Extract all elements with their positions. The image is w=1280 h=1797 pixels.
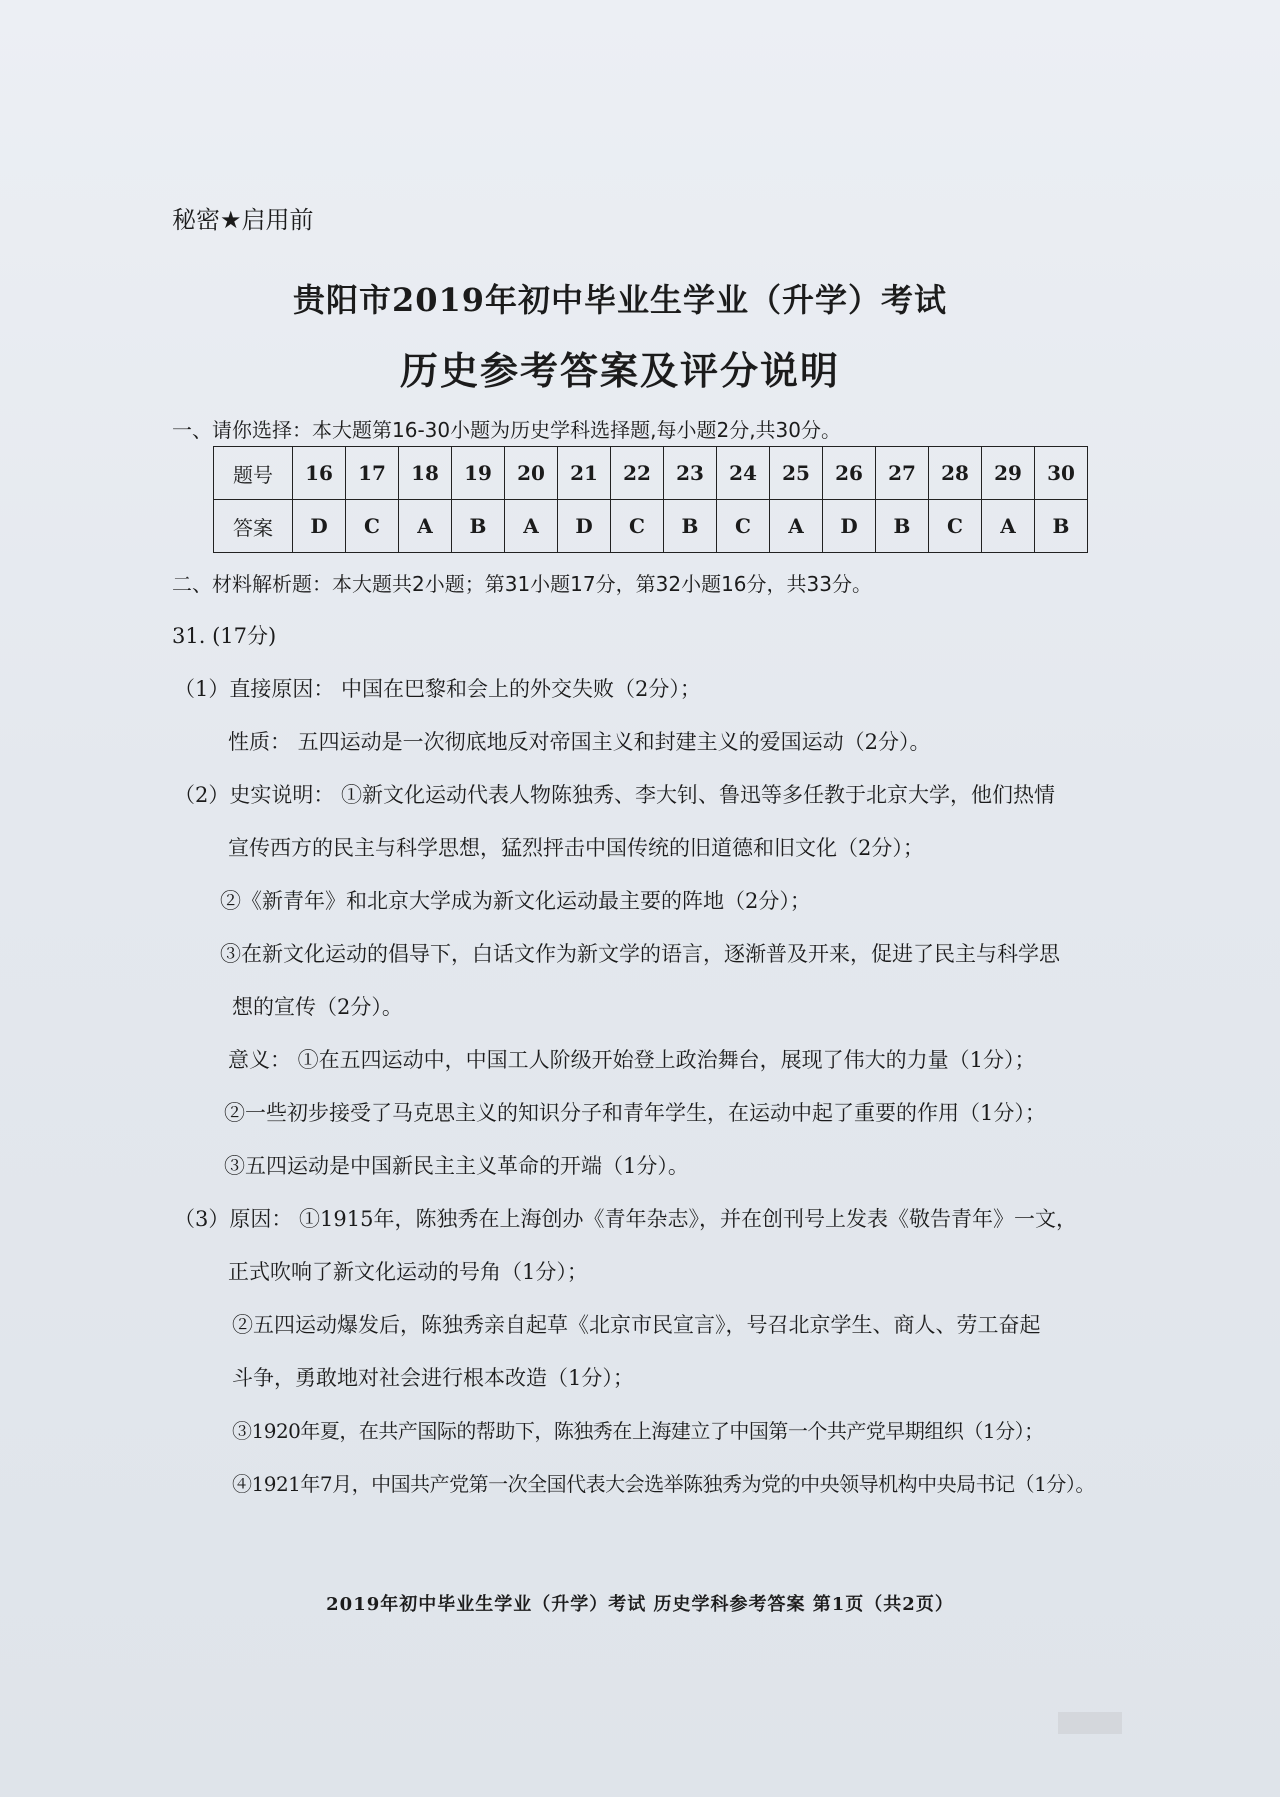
question-number: 20 bbox=[505, 447, 558, 500]
question-number: 23 bbox=[664, 447, 717, 500]
answer-cell: D bbox=[558, 500, 611, 553]
question-number: 24 bbox=[717, 447, 770, 500]
answer-line: ③五四运动是中国新民主主义革命的开端（1分）。 bbox=[224, 1154, 689, 1178]
answer-line: （3）原因： ①1915年，陈独秀在上海创办《青年杂志》，并在创刊号上发表《敬告青年》一文， bbox=[174, 1207, 1077, 1231]
answer-line: （2）史实说明： ①新文化运动代表人物陈独秀、李大钊、鲁迅等多任教于北京大学，他们热情 bbox=[174, 783, 1056, 807]
answer-line: 正式吹响了新文化运动的号角（1分）； bbox=[228, 1260, 588, 1284]
section1-heading: 一、请你选择：本大题第16-30小题为历史学科选择题,每小题2分,共30分。 bbox=[172, 418, 842, 442]
answer-cell: A bbox=[982, 500, 1035, 553]
watermark-block bbox=[1058, 1712, 1122, 1734]
question-number: 27 bbox=[876, 447, 929, 500]
answer-line: 想的宣传（2分）。 bbox=[232, 995, 403, 1019]
question-number: 22 bbox=[611, 447, 664, 500]
answer-line: ②一些初步接受了马克思主义的知识分子和青年学生，在运动中起了重要的作用（1分）； bbox=[224, 1101, 1046, 1125]
answer-cell: B bbox=[876, 500, 929, 553]
question-row-label: 题号 bbox=[214, 447, 293, 500]
answer-table bbox=[213, 446, 1088, 553]
answer-line: 性质： 五四运动是一次彻底地反对帝国主义和封建主义的爱国运动（2分）。 bbox=[228, 730, 931, 754]
question-number: 16 bbox=[293, 447, 346, 500]
answer-row bbox=[214, 500, 1088, 553]
question-number: 29 bbox=[982, 447, 1035, 500]
question-number: 18 bbox=[399, 447, 452, 500]
answer-cell: B bbox=[1035, 500, 1088, 553]
page-footer: 2019年初中毕业生学业（升学）考试 历史学科参考答案 第1页（共2页） bbox=[326, 1594, 954, 1615]
answer-line: ②五四运动爆发后，陈独秀亲自起草《北京市民宣言》，号召北京学生、商人、劳工奋起 bbox=[232, 1313, 1041, 1337]
answer-cell: B bbox=[664, 500, 717, 553]
answer-cell: D bbox=[823, 500, 876, 553]
question-number: 17 bbox=[346, 447, 399, 500]
question-number: 25 bbox=[770, 447, 823, 500]
answer-cell: B bbox=[452, 500, 505, 553]
answer-cell: C bbox=[717, 500, 770, 553]
answer-line: ②《新青年》和北京大学成为新文化运动最主要的阵地（2分）； bbox=[220, 889, 811, 913]
question-31-title: 31. (17分) bbox=[172, 624, 277, 648]
answer-line: 宣传西方的民主与科学思想，猛烈抨击中国传统的旧道德和旧文化（2分）； bbox=[228, 836, 924, 860]
answer-cell: A bbox=[505, 500, 558, 553]
answer-line: ③1920年夏，在共产国际的帮助下，陈独秀在上海建立了中国第一个共产党早期组织（1分）； bbox=[232, 1419, 1044, 1443]
question-number-row bbox=[214, 447, 1088, 500]
answer-cell: D bbox=[293, 500, 346, 553]
answer-line: （1）直接原因： 中国在巴黎和会上的外交失败（2分）； bbox=[174, 677, 701, 701]
question-number: 26 bbox=[823, 447, 876, 500]
question-number: 28 bbox=[929, 447, 982, 500]
section2-heading: 二、材料解析题：本大题共2小题；第31小题17分，第32小题16分，共33分。 bbox=[172, 572, 872, 596]
answer-line: ④1921年7月，中国共产党第一次全国代表大会选举陈独秀为党的中央领导机构中央局书记（1分）。 bbox=[232, 1472, 1095, 1496]
answer-line: 斗争，勇敢地对社会进行根本改造（1分）； bbox=[232, 1366, 634, 1390]
exam-title: 贵阳市2019年初中毕业生学业（升学）考试 bbox=[292, 281, 948, 319]
question-number: 21 bbox=[558, 447, 611, 500]
answer-cell: C bbox=[346, 500, 399, 553]
answer-line: ③在新文化运动的倡导下，白话文作为新文学的语言，逐渐普及开来，促进了民主与科学思 bbox=[220, 942, 1060, 966]
secret-mark: 秘密★启用前 bbox=[172, 206, 314, 234]
answer-row-label: 答案 bbox=[214, 500, 293, 553]
question-number: 30 bbox=[1035, 447, 1088, 500]
answer-cell: A bbox=[399, 500, 452, 553]
answer-line: 意义： ①在五四运动中，中国工人阶级开始登上政治舞台，展现了伟大的力量（1分）； bbox=[228, 1048, 1036, 1072]
answer-key-title: 历史参考答案及评分说明 bbox=[399, 348, 840, 393]
question-number: 19 bbox=[452, 447, 505, 500]
answer-cell: C bbox=[611, 500, 664, 553]
answer-cell: A bbox=[770, 500, 823, 553]
answer-cell: C bbox=[929, 500, 982, 553]
